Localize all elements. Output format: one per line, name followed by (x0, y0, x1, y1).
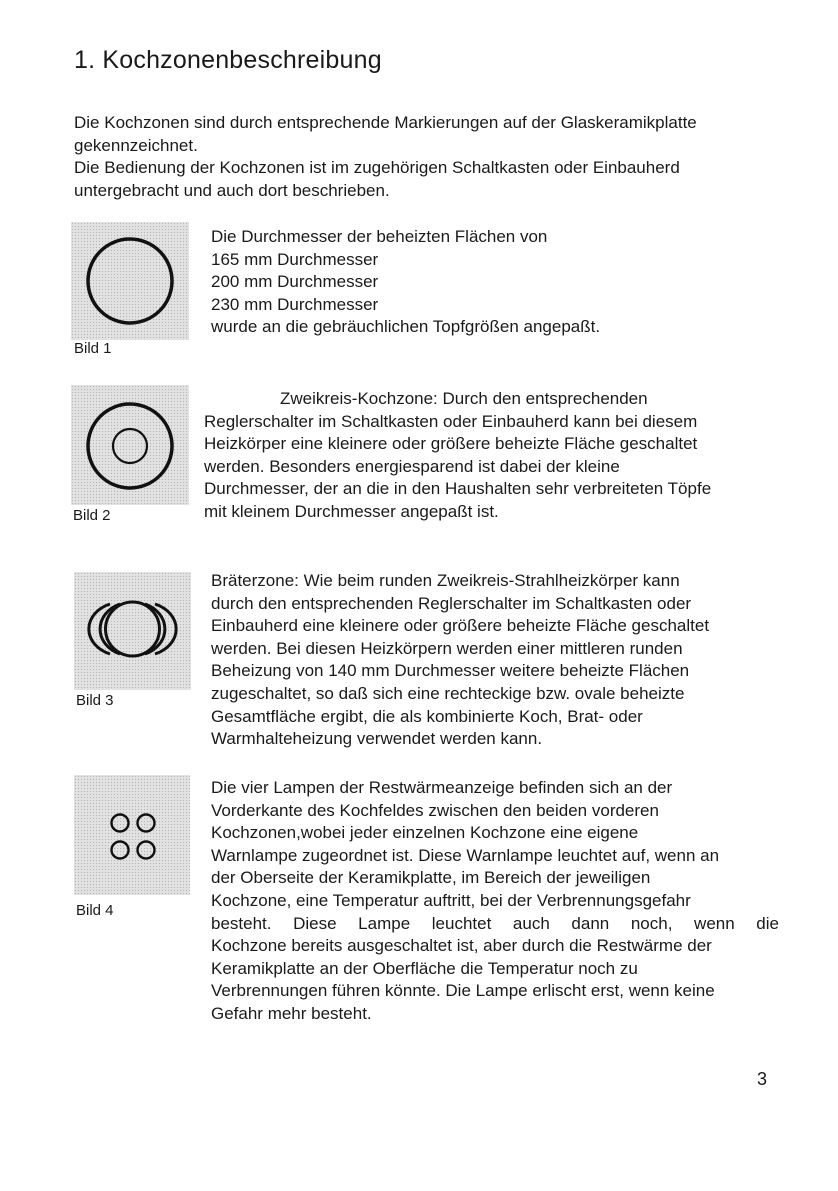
intro-line: Die Kochzonen sind durch entsprechende Markierungen auf der Glaskeramikplatte (74, 113, 697, 132)
figure-2-text (204, 388, 786, 524)
text-line: 165 mm Durchmesser (211, 249, 379, 269)
text-line: Warmhalteheizung verwendet werden kann. (211, 729, 543, 749)
figure-1-text (211, 226, 786, 339)
intro-line: Die Bedienung der Kochzonen ist im zugehörigen Schaltkasten oder Einbauherd (74, 158, 680, 177)
text-line: 200 mm Durchmesser (211, 272, 379, 292)
intro-paragraph (74, 112, 784, 202)
text-line: Durchmesser, der an die in den Haushalten sehr verbreiteten Töpfe (204, 479, 712, 499)
figure-4-text (211, 777, 779, 1026)
text-line: Heizkörper eine kleinere oder größere beheizte Fläche geschaltet (204, 434, 698, 454)
figure-2-caption: Bild 2 (73, 507, 111, 524)
text-line: Einbauherd eine kleinere oder größere beheizte Fläche geschaltet (211, 616, 710, 636)
text-line: Kochzone bereits ausgeschaltet ist, aber durch die Restwärme der (211, 936, 712, 956)
figure-1-image (71, 222, 189, 340)
text-line: Die vier Lampen der Restwärmeanzeige befinden sich an der (211, 778, 673, 797)
roasting-zone-oval-icon (74, 572, 191, 690)
figure-3-text (211, 570, 786, 751)
text-line: 230 mm Durchmesser (211, 294, 379, 314)
text-line: mit kleinem Durchmesser angepaßt ist. (204, 501, 499, 521)
text-line: zugeschaltet, so daß sich eine rechteckige bzw. ovale beheizte (211, 683, 685, 703)
figure-4-image (74, 775, 190, 895)
figure-2-image (71, 385, 189, 505)
single-circle-cooking-zone-icon (71, 222, 189, 340)
text-line: der Oberseite der Keramikplatte, im Bereich der jeweiligen (211, 868, 651, 888)
text-line: wurde an die gebräuchlichen Topfgrößen angepaßt. (211, 317, 601, 337)
intro-line: gekennzeichnet. (74, 135, 198, 155)
intro-line: untergebracht und auch dort beschrieben. (74, 180, 390, 200)
text-line: Die Durchmesser der beheizten Flächen von (211, 227, 548, 246)
text-line: Keramikplatte an der Oberfläche die Temperatur noch zu (211, 958, 638, 978)
text-line: Beheizung von 140 mm Durchmesser weitere beheizte Flächen (211, 661, 690, 681)
four-indicator-lamps-icon (74, 775, 190, 895)
text-line: Gesamtfläche ergibt, die als kombinierte Koch, Brat- oder (211, 706, 643, 726)
figure-3-image (74, 572, 191, 690)
text-line: Verbrennungen führen könnte. Die Lampe erlischt erst, wenn keine (211, 981, 715, 1001)
text-line: werden. Besonders energiesparend ist dabei der kleine (204, 456, 620, 476)
text-line: Vorderkante des Kochfeldes zwischen den beiden vorderen (211, 800, 659, 820)
text-line: Bräterzone: Wie beim runden Zweikreis-Strahlheizkörper kann (211, 571, 680, 590)
dual-circle-cooking-zone-icon (71, 385, 189, 505)
text-line: Kochzonen,wobei jeder einzelnen Kochzone eine eigene (211, 823, 639, 843)
text-line: Warnlampe zugeordnet ist. Diese Warnlampe leuchtet auf, wenn an (211, 845, 720, 865)
text-line: werden. Bei diesen Heizkörpern werden einer mittleren runden (211, 638, 683, 658)
text-line: Kochzone, eine Temperatur auftritt, bei der Verbrennungsgefahr (211, 890, 691, 910)
text-line: besteht. Diese Lampe leuchtet auch dann noch, wenn die (211, 913, 779, 933)
text-line: Gefahr mehr besteht. (211, 1003, 372, 1023)
page-number: 3 (757, 1069, 768, 1089)
figure-3-caption: Bild 3 (76, 692, 114, 709)
text-line: Zweikreis-Kochzone: Durch den entsprechenden (280, 389, 648, 408)
page-title: 1. Kochzonenbeschreibung (74, 46, 382, 74)
text-line: Reglerschalter im Schaltkasten oder Einbauherd kann bei diesem (204, 411, 698, 431)
figure-4-caption: Bild 4 (76, 902, 114, 919)
text-line: durch den entsprechenden Reglerschalter im Schaltkasten oder (211, 593, 692, 613)
figure-1-caption: Bild 1 (74, 340, 112, 357)
